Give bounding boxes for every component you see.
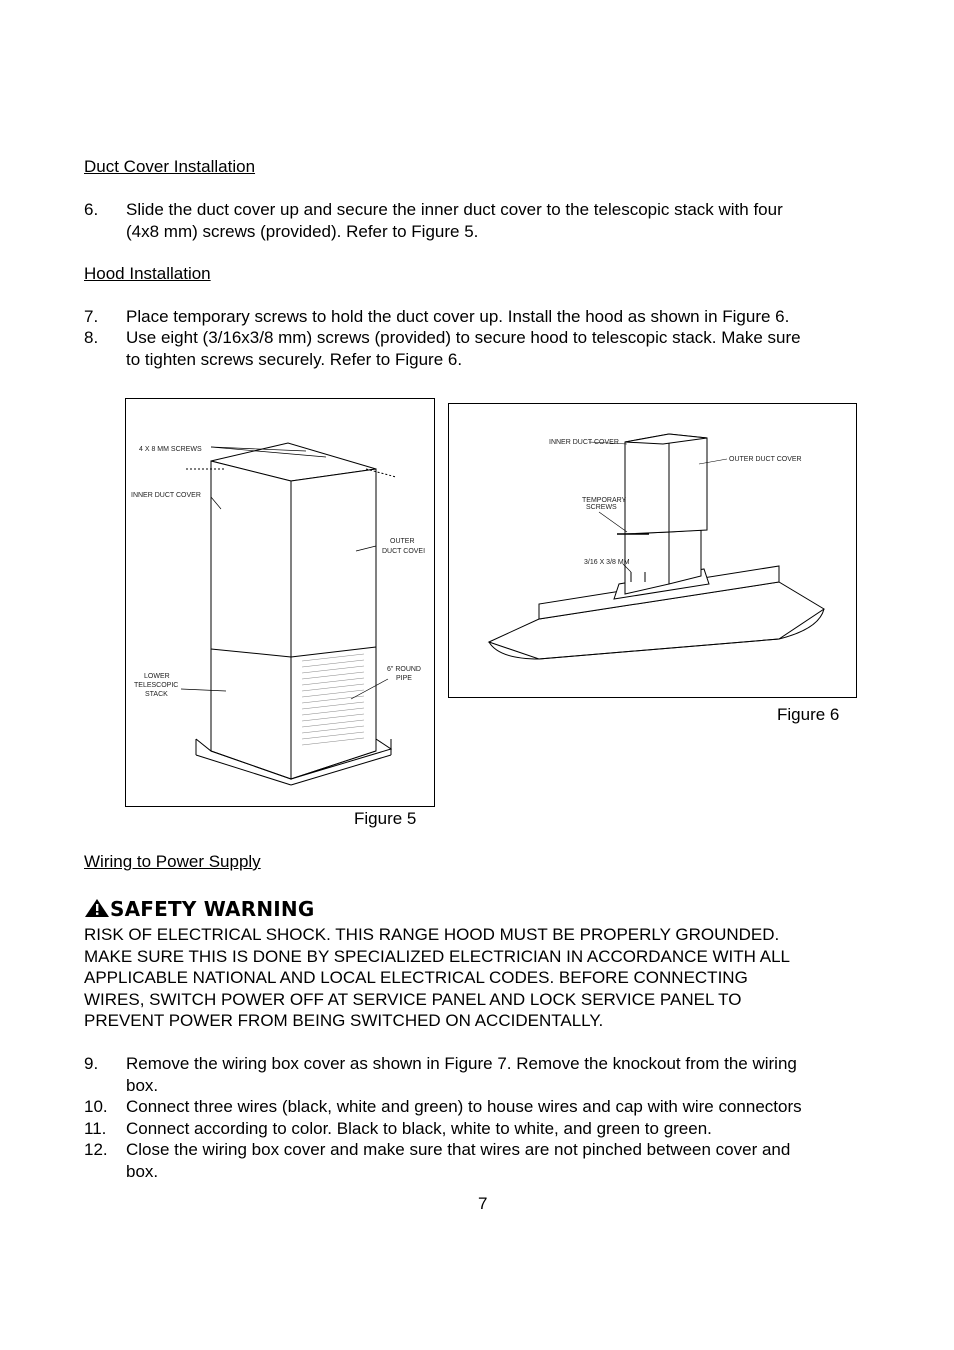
section-heading-hood: Hood Installation [84, 264, 211, 283]
step-text-line: Place temporary screws to hold the duct cover up. Install the hood as shown in Figure 6. [126, 307, 790, 326]
step-number: 8. [84, 328, 99, 347]
step-text-line: to tighten screws securely. Refer to Figure 6. [126, 350, 463, 369]
step-number: 11. [84, 1119, 107, 1138]
warning-line: PREVENT POWER FROM BEING SWITCHED ON ACCIDENTALLY. [84, 1011, 604, 1030]
warning-triangle-icon [84, 898, 110, 918]
fig5-label-inner-duct: INNER DUCT COVER [131, 492, 201, 499]
figure-6-illustration [448, 403, 857, 698]
fig5-label-pipe-2: PIPE [396, 675, 412, 682]
safety-warning-title-text: SAFETY WARNING [110, 897, 315, 921]
warning-line: MAKE SURE THIS IS DONE BY SPECIALIZED ELECTRICIAN IN ACCORDANCE WITH ALL [84, 946, 790, 966]
figure-5-caption: Figure 5 [354, 809, 417, 828]
step-text-line: (4x8 mm) screws (provided). Refer to Figure 5. [126, 222, 479, 241]
figure-5-illustration [125, 398, 435, 807]
warning-line: WIRES, SWITCH POWER OFF AT SERVICE PANEL AND LOCK SERVICE PANEL TO [84, 989, 742, 1009]
fig5-label-screws: 4 X 8 MM SCREWS [139, 446, 202, 453]
fig6-label-outer-duct: OUTER DUCT COVER [729, 456, 802, 463]
safety-warning-body [84, 924, 884, 1032]
step-number: 9. [84, 1054, 99, 1073]
step-text-line: Connect three wires (black, white and green) to house wires and cap with wire connectors [126, 1097, 802, 1116]
step-text-line: Close the wiring box cover and make sure that wires are not pinched between cover and [126, 1140, 791, 1159]
step-text-line: Connect according to color. Black to black, white to white, and green to green. [126, 1119, 712, 1138]
fig6-label-temp-1: TEMPORARY [582, 497, 627, 504]
fig5-label-outer-2: DUCT COVEI [382, 548, 426, 555]
fig5-label-lower-3: STACK [145, 691, 168, 698]
step-number: 10. [84, 1097, 108, 1116]
page-number: 7 [478, 1194, 488, 1213]
step-text-line: Use eight (3/16x3/8 mm) screws (provided) to secure hood to telescopic stack. Make sure [126, 328, 801, 347]
section-heading-duct-cover: Duct Cover Installation [84, 157, 256, 176]
figure-6-caption: Figure 6 [777, 705, 840, 724]
step-number: 6. [84, 200, 99, 219]
step-number: 12. [84, 1140, 108, 1159]
fig5-label-outer-1: OUTER [390, 538, 415, 545]
safety-warning-title [84, 897, 314, 921]
fig6-label-inner-duct: INNER DUCT COVER [549, 439, 619, 446]
step-number: 7. [84, 307, 99, 326]
step-text-line: box. [126, 1162, 159, 1181]
fig6-label-temp-2: SCREWS [586, 504, 617, 511]
warning-line: RISK OF ELECTRICAL SHOCK. THIS RANGE HOOD MUST BE PROPERLY GROUNDED. [84, 925, 780, 944]
step-text-line: Slide the duct cover up and secure the inner duct cover to the telescopic stack with four [126, 200, 783, 219]
fig5-label-lower-2: TELESCOPIC [134, 682, 179, 689]
fig5-label-pipe-1: 6" ROUND [387, 666, 421, 673]
fig6-label-screw-size: 3/16 X 3/8 MM [584, 559, 630, 566]
warning-line: APPLICABLE NATIONAL AND LOCAL ELECTRICAL CODES. BEFORE CONNECTING [84, 968, 748, 987]
fig5-label-lower-1: LOWER [144, 673, 170, 680]
section-heading-wiring: Wiring to Power Supply [84, 852, 261, 871]
step-text-line: box. [126, 1076, 159, 1095]
step-text-line: Remove the wiring box cover as shown in Figure 7. Remove the knockout from the wiring [126, 1054, 797, 1073]
